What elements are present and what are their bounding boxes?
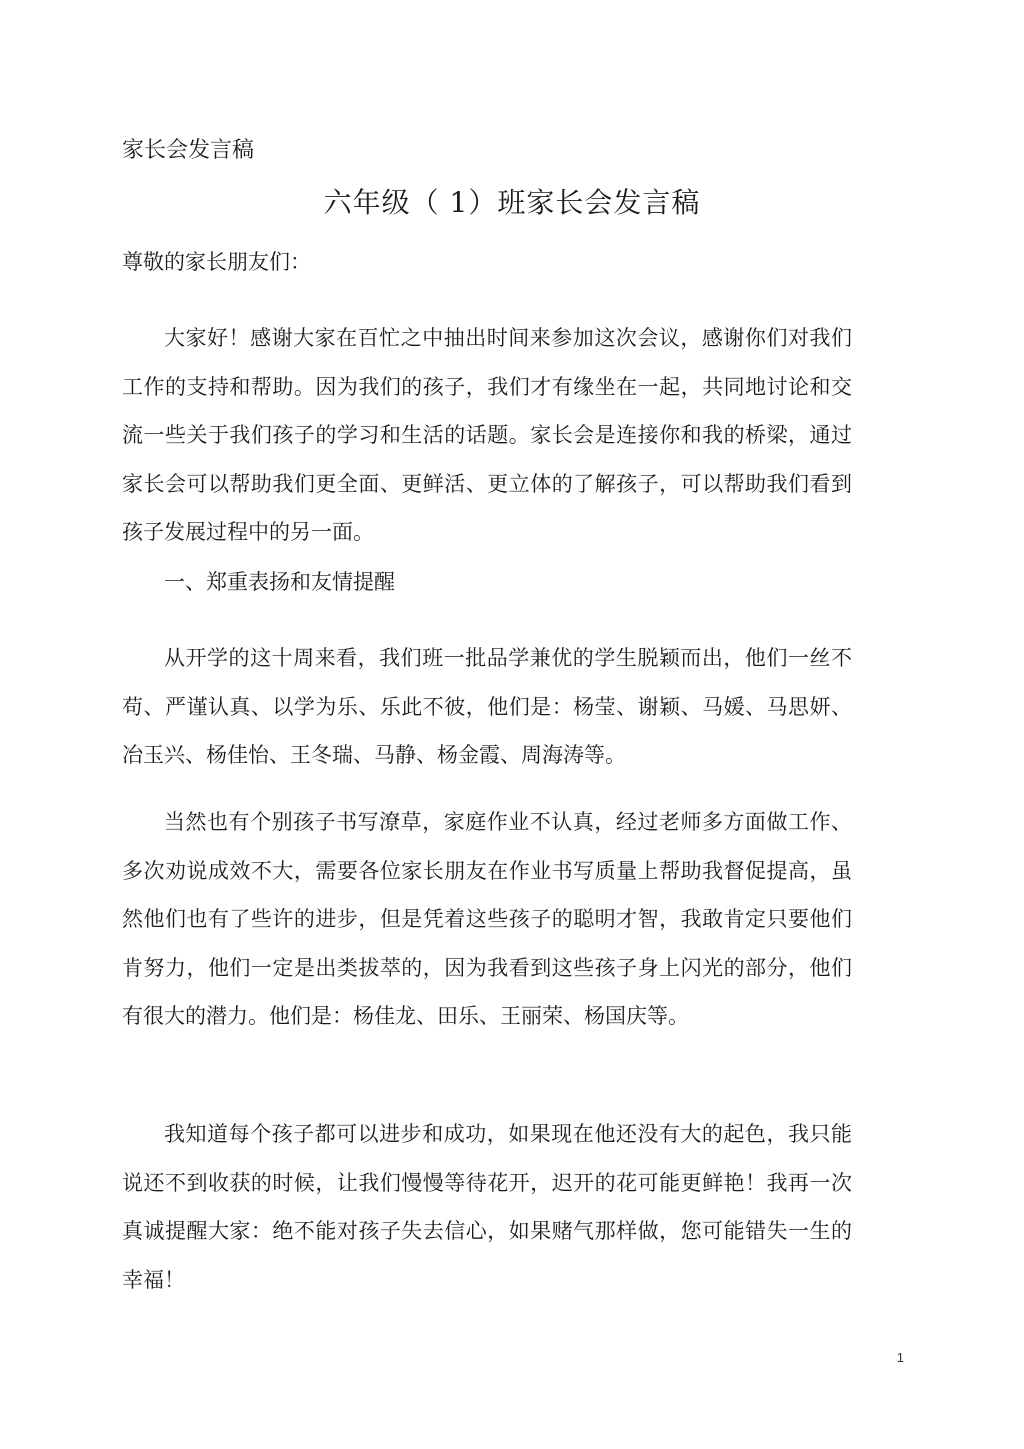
paragraph-praise: 从开学的这十周来看，我们班一批品学兼优的学生脱颖而出，他们一丝不苟、严谨认真、以学为乐、乐此不彼，他们是：杨莹、谢颖、马媛、马思妍、冶玉兴、杨佳怡、王冬瑞、马静、杨金霞、周海涛等。 (122, 646, 852, 767)
paragraph-encouragement: 我知道每个孩子都可以进步和成功，如果现在他还没有大的起色，我只能说还不到收获的时候，让我们慢慢等待花开，迟开的花可能更鲜艳！我再一次真诚提醒大家：绝不能对孩子失去信心，如果赌气那样做，您可能错失一生的幸福！ (122, 1122, 852, 1292)
section-heading-praise-and-reminder: 一、郑重表扬和友情提醒 (164, 570, 395, 594)
page-number: 1 (896, 1350, 904, 1365)
paragraph-greeting: 大家好！感谢大家在百忙之中抽出时间来参加这次会议，感谢你们对我们工作的支持和帮助。因为我们的孩子，我们才有缘坐在一起，共同地讨论和交流一些关于我们孩子的学习和生活的话题。家长会是连接你和我的桥梁，通过家长会可以帮助我们更全面、更鲜活、更立体的了解孩子，可以帮助我们看到孩子发展过程中的另一面。 (122, 326, 852, 544)
document-label: 家长会发言稿 (122, 138, 255, 163)
document-title: 六年级（ 1）班家长会发言稿 (323, 186, 701, 219)
paragraph-reminder: 当然也有个别孩子书写潦草，家庭作业不认真，经过老师多方面做工作、多次劝说成效不大，需要各位家长朋友在作业书写质量上帮助我督促提高，虽然他们也有了些许的进步，但是凭着这些孩子的聪明才智，我敢肯定只要他们肯努力，他们一定是出类拔萃的，因为我看到这些孩子身上闪光的部分，他们有很大的潜力。他们是：杨佳龙、田乐、王丽荣、杨国庆等。 (122, 810, 852, 1028)
salutation: 尊敬的家长朋友们： (122, 250, 311, 274)
